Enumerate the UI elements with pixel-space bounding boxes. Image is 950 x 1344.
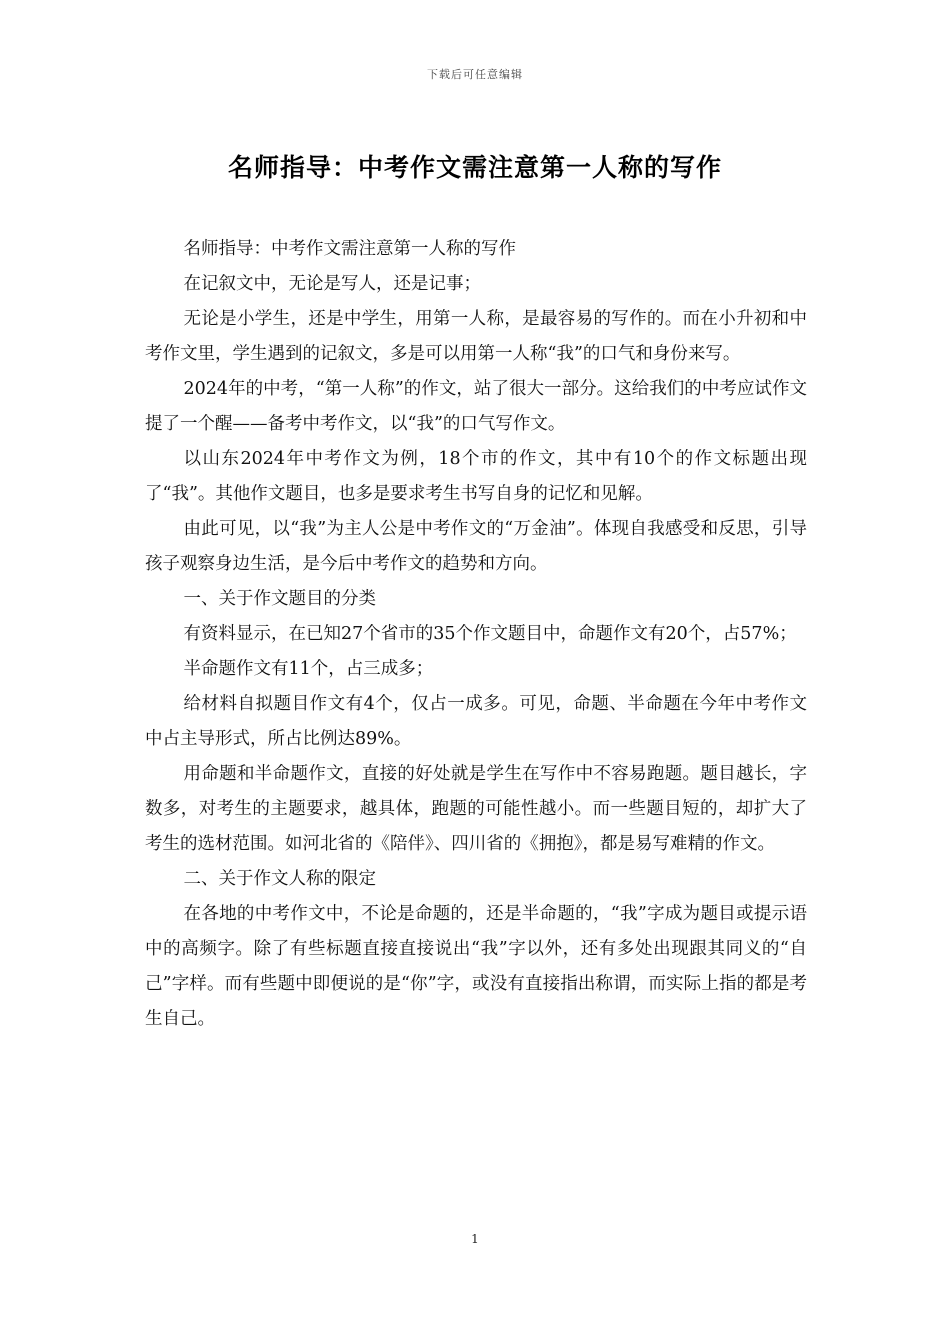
- paragraph-subtitle: 名师指导：中考作文需注意第一人称的写作: [183, 239, 516, 259]
- paragraph: 2024年的中考，“第一人称”的作文，站了很大一部分。这给我们的中考应试作文提了一个醒——备考中考作文，以“我”的口气写作文。: [145, 379, 807, 434]
- paragraph: 以山东2024年中考作文为例，18个市的作文，其中有10个的作文标题出现了“我”。其他作文题目，也多是要求考生书写自身的记忆和见解。: [145, 449, 807, 504]
- paragraph: 在记叙文中，无论是写人，还是记事；: [183, 274, 481, 294]
- section-heading: 二、关于作文人称的限定: [183, 869, 376, 889]
- page-number: 1: [471, 1232, 479, 1246]
- paragraph: 在各地的中考作文中，不论是命题的，还是半命题的，“我”字成为题目或提示语中的高频字。除了有些标题直接直接说出“我”字以外，还有多处出现跟其同义的“自己”字样。而有些题中即便说的是“你”字，或没有直接指出称谓，而实际上指的都是考生自己。: [145, 904, 807, 1029]
- document-body: [145, 232, 807, 1037]
- paragraph: 无论是小学生，还是中学生，用第一人称，是最容易的写作的。而在小升初和中考作文里，学生遇到的记叙文，多是可以用第一人称“我”的口气和身份来写。: [145, 309, 807, 364]
- page-header-note: 下载后可任意编辑: [427, 68, 523, 81]
- paragraph: 用命题和半命题作文，直接的好处就是学生在写作中不容易跑题。题目越长，字数多，对考生的主题要求，越具体，跑题的可能性越小。而一些题目短的，却扩大了考生的选材范围。如河北省的《陪伴》、四川省的《拥抱》，都是易写难精的作文。: [145, 764, 807, 854]
- document-title: 名师指导：中考作文需注意第一人称的写作: [227, 153, 722, 182]
- section-heading: 一、关于作文题目的分类: [183, 589, 376, 609]
- paragraph: 有资料显示，在已知27个省市的35个作文题目中，命题作文有20个，占57%；: [183, 624, 797, 644]
- paragraph: 由此可见，以“我”为主人公是中考作文的“万金油”。体现自我感受和反思，引导孩子观察身边生活，是今后中考作文的趋势和方向。: [145, 519, 807, 574]
- paragraph: 半命题作文有11个，占三成多；: [183, 659, 434, 679]
- paragraph: 给材料自拟题目作文有4个，仅占一成多。可见，命题、半命题在今年中考作文中占主导形式，所占比例达89%。: [145, 694, 807, 749]
